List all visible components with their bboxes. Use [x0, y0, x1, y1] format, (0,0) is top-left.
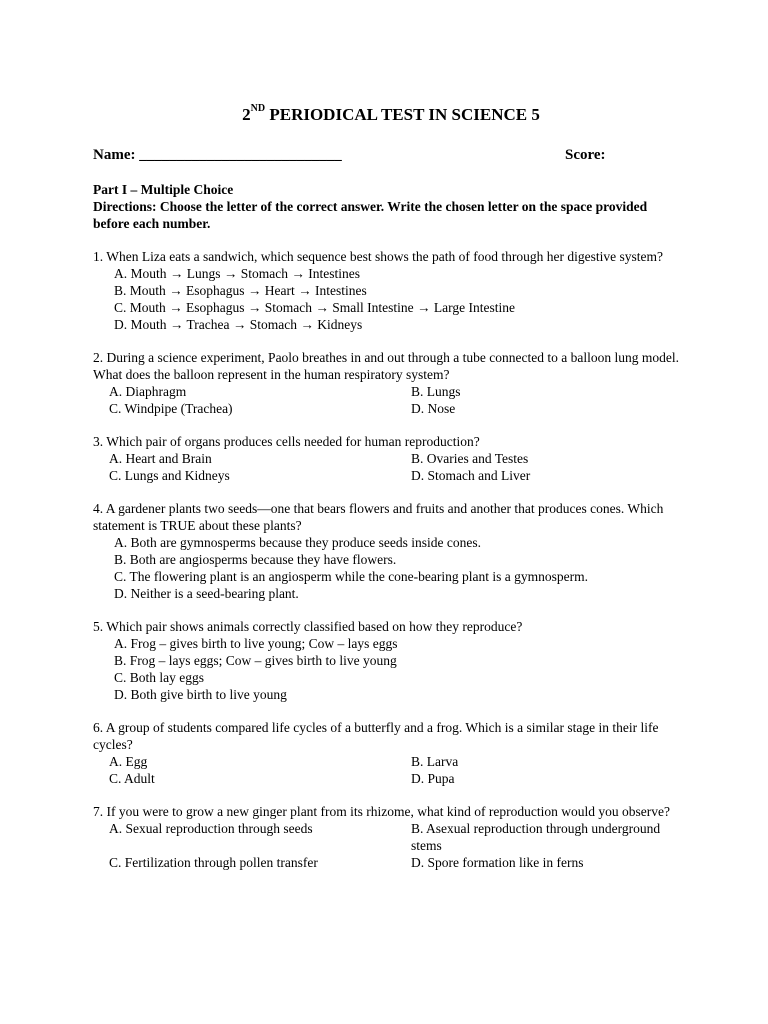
option-d: D. Neither is a seed-bearing plant.: [114, 586, 299, 601]
question-stem: 4. A gardener plants two seeds—one that bears flowers and fruits and another that produces cones. Which statement is TRUE about these plants?: [93, 501, 664, 533]
option-d: D. Both give birth to live young: [114, 687, 287, 702]
options-grid: [93, 820, 683, 871]
option-d: D. Spore formation like in ferns: [411, 855, 584, 870]
option-c: C. Windpipe (Trachea): [109, 401, 233, 416]
option-b: B. Lungs: [411, 384, 461, 399]
name-field: Name: ___________________________: [93, 147, 342, 163]
question-2: [93, 349, 683, 417]
name-score-row: [93, 147, 683, 167]
question-stem: 7. If you were to grow a new ginger plant from its rhizome, what kind of reproduction would you observe?: [93, 804, 670, 819]
options-list: [93, 635, 683, 703]
title-text: PERIODICAL TEST IN SCIENCE 5: [265, 105, 540, 124]
option-b: B. Frog – lays eggs; Cow – gives birth to live young: [114, 653, 397, 668]
test-page: [93, 103, 683, 887]
option-a: A. Frog – gives birth to live young; Cow – lays eggs: [114, 636, 398, 651]
option-c: C. Mouth → Esophagus → Stomach → Small Intestine → Large Intestine: [114, 300, 515, 315]
question-stem: 1. When Liza eats a sandwich, which sequence best shows the path of food through her digestive system?: [93, 249, 663, 264]
question-3: [93, 433, 683, 484]
question-stem: 2. During a science experiment, Paolo breathes in and out through a tube connected to a balloon lung model. What does the balloon represent in the human respiratory system?: [93, 350, 679, 382]
option-c: C. Lungs and Kidneys: [109, 468, 230, 483]
directions: Directions: Choose the letter of the correct answer. Write the chosen letter on the space provided before each number.: [93, 199, 648, 231]
question-5: [93, 618, 683, 703]
option-c: C. The flowering plant is an angiosperm while the cone-bearing plant is a gymnosperm.: [114, 569, 589, 584]
question-stem: 3. Which pair of organs produces cells needed for human reproduction?: [93, 434, 480, 449]
option-c: C. Fertilization through pollen transfer: [109, 855, 318, 870]
option-b: B. Asexual reproduction through underground stems: [411, 821, 661, 853]
option-d: D. Stomach and Liver: [411, 468, 531, 483]
options-grid: [93, 450, 683, 484]
question-1: [93, 248, 683, 333]
option-b: B. Mouth → Esophagus → Heart → Intestines: [114, 283, 367, 298]
part-heading: Part I – Multiple Choice: [93, 182, 234, 197]
options-list: [93, 534, 683, 602]
question-4: [93, 500, 683, 602]
option-b: B. Both are angiosperms because they have flowers.: [114, 552, 397, 567]
options-grid: [93, 753, 683, 787]
option-b: B. Ovaries and Testes: [411, 451, 529, 466]
option-c: C. Adult: [109, 771, 155, 786]
option-c: C. Both lay eggs: [114, 670, 204, 685]
title-superscript: ND: [250, 103, 266, 114]
option-a: A. Diaphragm: [109, 384, 187, 399]
option-a: A. Sexual reproduction through seeds: [109, 821, 313, 836]
title-prefix: 2: [242, 105, 251, 124]
option-d: D. Nose: [411, 401, 456, 416]
option-b: B. Larva: [411, 754, 459, 769]
option-a: A. Mouth → Lungs → Stomach → Intestines: [114, 266, 360, 281]
page-title: [93, 103, 683, 124]
options-grid: [93, 383, 683, 417]
options-list: [93, 265, 683, 333]
question-7: [93, 803, 683, 871]
question-stem: 5. Which pair shows animals correctly classified based on how they reproduce?: [93, 619, 523, 634]
option-d: D. Mouth → Trachea → Stomach → Kidneys: [114, 317, 363, 332]
score-field: Score:: [565, 147, 606, 163]
option-a: A. Heart and Brain: [109, 451, 212, 466]
question-6: [93, 719, 683, 787]
question-stem: 6. A group of students compared life cycles of a butterfly and a frog. Which is a similar stage in their life cycles?: [93, 720, 659, 752]
option-d: D. Pupa: [411, 771, 455, 786]
option-a: A. Both are gymnosperms because they produce seeds inside cones.: [114, 535, 482, 550]
option-a: A. Egg: [109, 754, 148, 769]
